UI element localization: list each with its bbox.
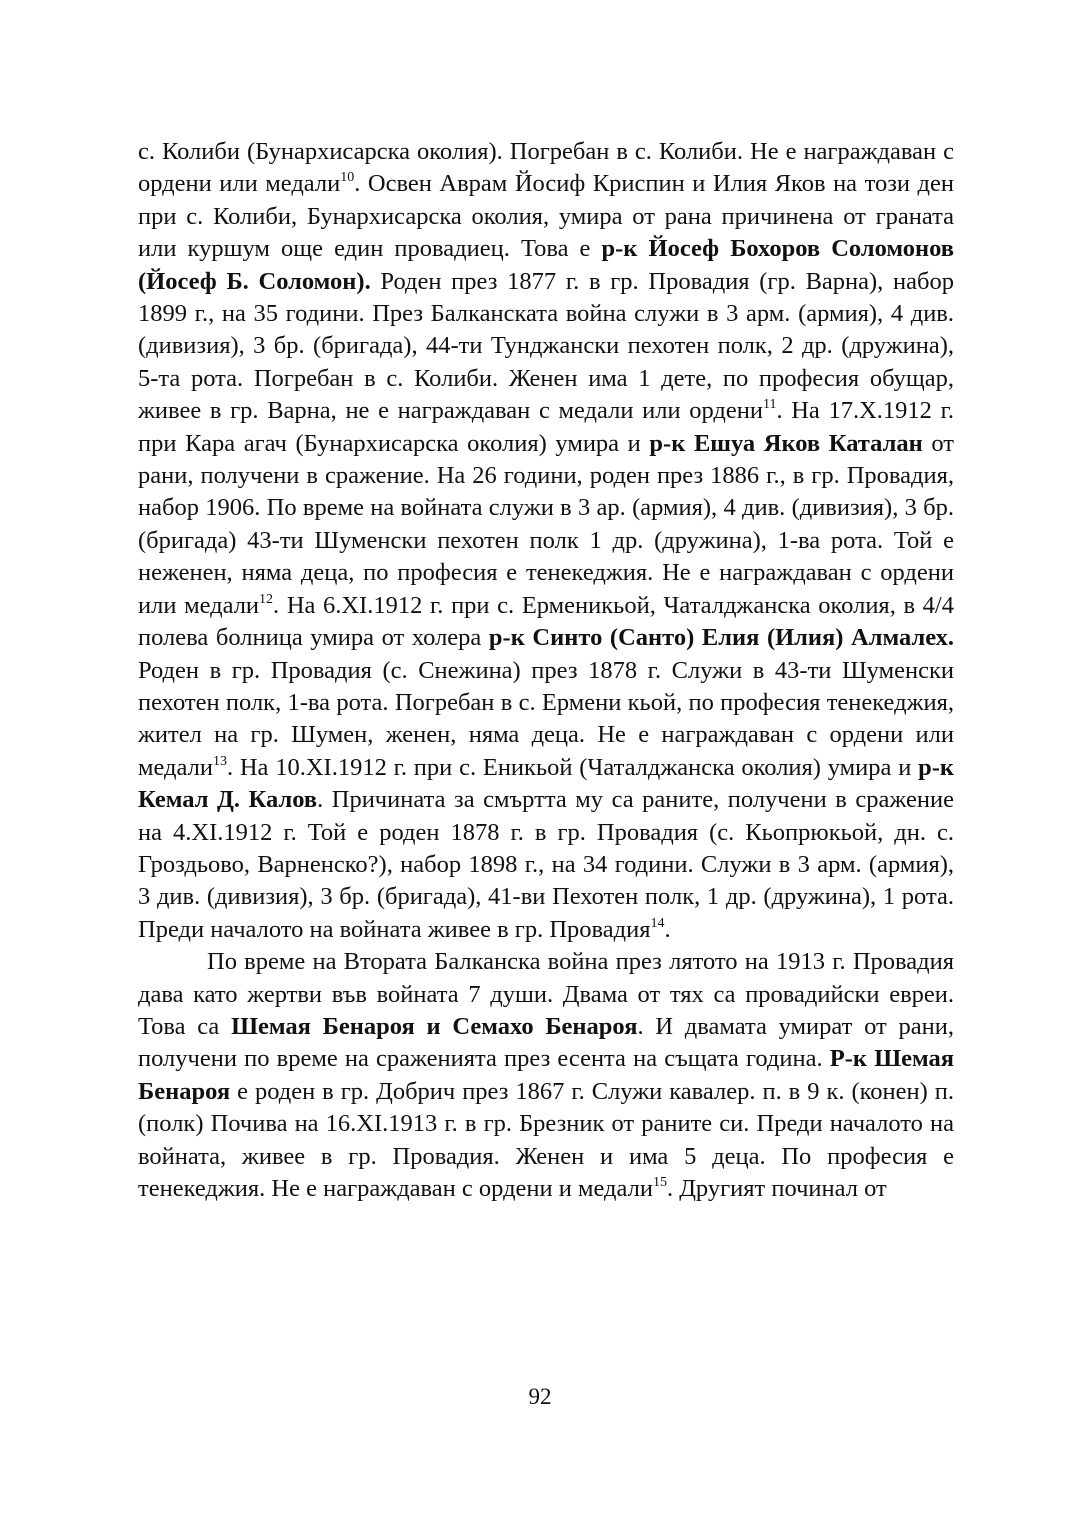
- bold-name: р-к Ешуа Яков Каталан: [649, 429, 923, 457]
- text-run: . На 6.XI.1912 г. при с. Ерменикьой, Чаталджанска околия, в 4/4 полева болница умира от холера: [138, 591, 954, 652]
- text-run: Роден в гр. Провадия (с. Снежина) през 1878 г. Служи в 43-ти Шуменски пехотен полк, 1-ва рота. Погребан в с. Ермени кьой, по професия тенекеджия, жител на гр. Шумен, женен, няма деца. Не е награждаван с ордени или медали: [138, 656, 954, 781]
- text-run: Роден през 1877 г. в гр. Провадия (гр. Варна), набор 1899 г., на 35 години. През Балканската война служи в 3 арм. (армия), 4 див. (дивизия), 3 бр. (бригада), 44-ти Тунджански пехотен полк, 2 др. (дружина), 5-та рота. Погребан в с. Колиби. Женен има 1 дете, по професия обущар, живее в гр. Варна, не е награждаван с медали или ордени: [138, 267, 954, 425]
- bold-name: Шемая Бенароя и Семахо Бенароя: [231, 1012, 638, 1040]
- page-body: [138, 136, 954, 1205]
- bold-name: р-к Синто (Санто) Елия (Илия) Алмалех.: [488, 624, 954, 652]
- text-run: с. Колиби (Бунархисарска околия). Погребан в с. Колиби. Не е награждаван с ордени или медали: [138, 138, 954, 198]
- paragraph: [138, 946, 954, 1205]
- footnote-ref: 11: [762, 397, 777, 413]
- page-number: 92: [528, 1384, 552, 1409]
- footnote-ref: 12: [259, 591, 274, 607]
- footnote-ref: 14: [650, 915, 665, 931]
- text-run: е роден в гр. Добрич през 1867 г. Служи кавалер. п. в 9 к. (конен) п. (полк) Почива на 16.XI.1913 г. в гр. Брезник от раните си. Преди началото на войната, живее в гр. Провадия. Женен и има 5 деца. По професия е тенекеджия. Не е награждаван с ордени и медали: [138, 1077, 954, 1202]
- footnote-ref: 13: [212, 753, 227, 769]
- text-run: По време на Втората Балканска война през лятото на 1913 г. Провадия дава като жертви във войната 7 души. Двама от тях са провадийски евреи. Това са: [138, 948, 954, 1040]
- footnote-ref: 15: [652, 1174, 667, 1190]
- bold-name: р-к Йосеф Бохоров Соломонов (Йосеф Б. Соломон).: [138, 235, 954, 295]
- bold-name: р-к Кемал Д. Калов: [138, 753, 954, 814]
- text-run: . Причината за смъртта му са раните, получени в сражение на 4.XI.1912 г. Той е роден 1878 г. в гр. Провадия (с. Кьопрюкьой, дн. с. Гроздьово, Варненско?), набор 1898 г., на 34 години. Служи в 3 арм. (армия), 3 див. (дивизия), 3 бр. (бригада), 41-ви Пехотен полк, 1 др. (дружина), 1 рота. Преди началото на войната живее в гр. Провадия: [138, 786, 954, 943]
- text-run: . На 17.X.1912 г. при Кара агач (Бунархисарска околия) умира и: [138, 397, 954, 457]
- text-run: . И двамата умират от рани, получени по време на сраженията през есента на същата година.: [138, 1012, 954, 1073]
- text-flow: [138, 136, 954, 1205]
- bold-name: Р-к Шемая Бенароя: [138, 1045, 955, 1105]
- paragraph: [138, 136, 954, 946]
- text-run: от рани, получени в сражение. На 26 години, роден през 1886 г., в гр. Провадия, набор 1906. По време на войната служи в 3 ар. (армия), 4 див. (дивизия), 3 бр. (бригада) 43-ти Шуменски пехотен полк 1 др. (дружина), 1-ва рота. Той е неженен, няма деца, по професия е тенекеджия. Не е награждаван с ордени или медали: [138, 429, 954, 619]
- footnote-ref: 10: [340, 170, 355, 186]
- text-run: . На 10.XI.1912 г. при с. Еникьой (Чаталджанска околия) умира и: [226, 753, 919, 781]
- text-run: .: [664, 915, 671, 943]
- text-run: . Освен Аврам Йосиф Криспин и Илия Яков на този ден при с. Колиби, Бунархисарска околия, умира от рана причинена от граната или куршум още един провадиец. Това е: [138, 170, 955, 263]
- text-run: . Другият починал от: [666, 1175, 887, 1202]
